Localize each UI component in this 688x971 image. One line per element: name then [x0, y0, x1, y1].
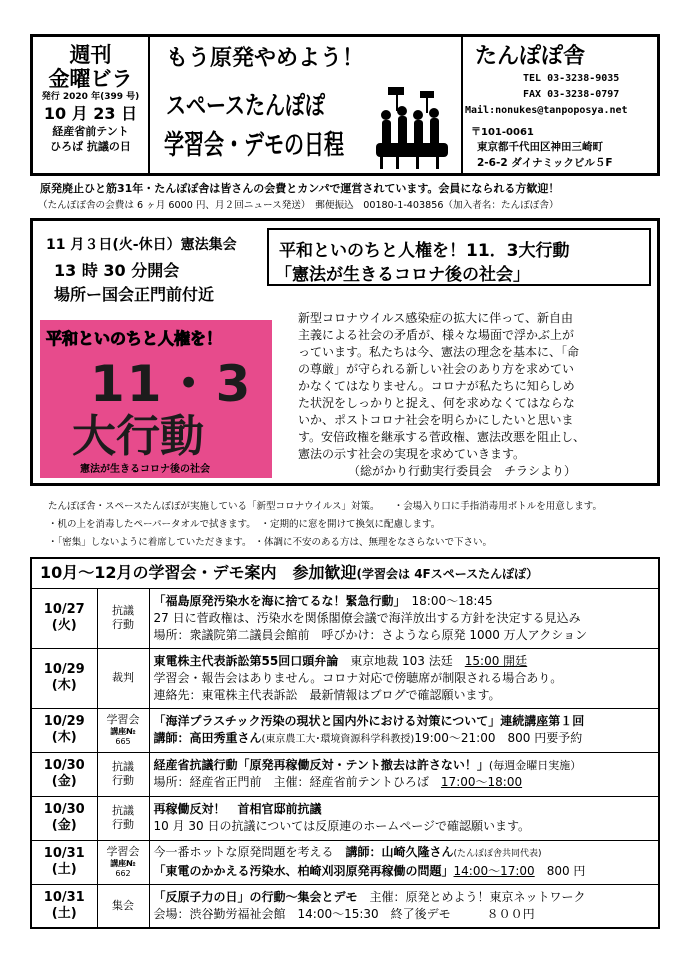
row-type [97, 796, 149, 840]
type-text: 抗議 [112, 604, 134, 617]
event-place: 場所：経産省正門前 主催：経産省前テントひろば [153, 775, 429, 789]
desc-line: かなくてはなりません。コロナが私たちに知らしめ [298, 379, 575, 393]
schedule-heading-row [31, 558, 659, 588]
mail[interactable]: Mail:nonukes@tanpoposya.net [465, 105, 628, 116]
postal-code: 〒101-0061 [471, 127, 534, 138]
event-title: 今一番ホットな原発問題を考える [153, 845, 346, 859]
masthead-title-block [150, 37, 463, 173]
table-row [31, 840, 659, 884]
course-number: 662 [115, 869, 131, 878]
rally-poster [40, 320, 272, 478]
table-row [31, 752, 659, 796]
rally-description [298, 310, 658, 480]
day-text: (金) [51, 818, 77, 833]
issue-number: 発行 2020 年(399 号) [41, 92, 140, 102]
event-contact: 連絡先：東電株主代表訴訟 最新情報はブログで確認願います。 [153, 687, 501, 702]
row-date [31, 796, 97, 840]
course-label: 講座№ [110, 727, 136, 736]
desc-line: た状況をしっかりと捉え、何を求めなくてはならな [298, 396, 575, 410]
event-frequency: (毎週金曜日実施） [488, 759, 582, 772]
event-place: 場所：衆議院第二議員会館前 呼びかけ：さようなら原発 1000 万人アクション [153, 627, 588, 642]
demonstrators-illustration-icon [366, 85, 458, 171]
poster-bottom-text: 憲法が生きるコロナ後の社会 [80, 464, 210, 475]
event-time: 17:00～18:00 [440, 775, 523, 789]
desc-line: いか、ポストコロナ社会を明らかにしたいと思いま [298, 413, 574, 427]
course-label: 講座№ [110, 859, 136, 868]
lecturer: 講師：山崎久隆さん [345, 845, 454, 859]
row-type [97, 648, 149, 708]
type-text: 抗議 [112, 760, 134, 773]
day-text: (木) [51, 730, 77, 745]
row-type [97, 708, 149, 752]
type-text-2: 行動 [112, 818, 134, 831]
course-number: 665 [115, 737, 131, 746]
date-text: 10/29 [43, 714, 85, 729]
type-text: 学習会 [106, 845, 140, 858]
fax: FAX 03-3238-0797 [523, 89, 620, 100]
event-time: 14:00～17:00 [453, 864, 535, 878]
day-text: (土) [51, 862, 77, 877]
schedule-title: 学習会・デモの日程 [164, 128, 344, 161]
date-text: 10/31 [43, 889, 85, 905]
lecture-topic: 「東電のかかえる汚染水、柏崎刈羽原発再稼働の問題」 [153, 864, 454, 878]
row-detail [149, 752, 659, 796]
covid-line-1: たんぽぽ舎・スペースたんぽぽが実施している「新型コロナウイルス」対策。 ・会場入り口に手指消毒用ボトルを用意します。 [48, 501, 602, 512]
row-date [31, 588, 97, 648]
table-row [31, 796, 659, 840]
row-detail [149, 708, 659, 752]
space-name: スペースたんぽぽ [166, 90, 325, 120]
event-title: 東電株主代表訴訟第55回口頭弁論 [153, 653, 339, 668]
desc-credit: （総がかり行動実行委員会 チラシより） [348, 464, 577, 478]
row-date [31, 752, 97, 796]
table-row [31, 884, 659, 928]
schedule-heading-note: (学習会は 4Fスペースたんぽぽ） [356, 566, 539, 581]
type-text-2: 行動 [112, 618, 134, 631]
type-text: 裁判 [112, 671, 134, 684]
rally-time: 13 時 30 分開会 [54, 261, 180, 280]
address-2: 2-6-2 ダイナミックビル５F [477, 157, 613, 169]
membership-line-1: 原発廃止ひと筋31年・たんぽぽ舎は皆さんの会費とカンパで運営されています。会員になられる方歓迎！ [40, 182, 560, 195]
desc-line: す。安倍政権を継承する菅政権、憲法改悪を阻止し、 [298, 430, 586, 444]
desc-line: の尊厳」が守られる新しい社会のあり方を求めてい [298, 362, 575, 376]
type-text-2: 行動 [112, 774, 134, 787]
event-venue: 東京地裁 103 法廷 [350, 653, 453, 668]
event-time: 19:00～21:00 800 円要予約 [414, 730, 583, 745]
row-detail [149, 648, 659, 708]
event-place: 会場：渋谷勤労福祉会館 14:00～15:30 終了後デモ ８００円 [153, 906, 535, 921]
poster-main-1: 11・3 [90, 355, 253, 413]
date-text: 10/27 [43, 602, 85, 617]
event-title: 経産省抗議行動「原発再稼働反対・テント撤去は許さない！」 [153, 758, 489, 772]
day-text: (土) [51, 905, 77, 921]
weekly-label: 週刊 [69, 43, 112, 67]
rally-date: 11 月３日(火-休日）憲法集会 [46, 237, 237, 253]
poster-top-text: 平和といのちと人権を！ [46, 329, 223, 348]
desc-line: 憲法の示す社会の実現を求めていきます。 [298, 447, 526, 461]
type-text: 学習会 [106, 713, 140, 726]
event-title: 「福島原発汚染水を海に捨てるな！緊急行動」 [153, 593, 400, 608]
row-date [31, 884, 97, 928]
table-row [31, 648, 659, 708]
row-detail [149, 796, 659, 840]
lecturer-affiliation: (東京農工大･環境資源科学科教授) [261, 733, 415, 745]
masthead-contact-block [463, 37, 657, 173]
covid-line-3: ・「密集」しないように着席していただきます。 ・体調に不安のある方は、無理をなさらないで下さい。 [48, 537, 493, 548]
rally-place: 場所ー国会正門前付近 [54, 285, 215, 304]
event-title: 「海洋プラスチック汚染の現状と国内外における対策について」連続講座第１回 [153, 713, 585, 728]
poster-main-2: 大行動 [72, 411, 204, 462]
address-1: 東京都千代田区神田三崎町 [477, 141, 603, 153]
desc-line: 新型コロナウイルス感染症の拡大に伴って、新自由 [298, 311, 574, 325]
type-text: 集会 [112, 898, 134, 912]
membership-line-2: （たんぽぽ舎の会費は 6 ヶ月 6000 円、月２回ニュース発送） 郵便振込 00180-1-403856（加入者名：たんぽぽ舎） [38, 200, 559, 211]
table-row [31, 588, 659, 648]
day-text: (木) [51, 678, 77, 693]
desc-line: っています。私たちは今、憲法の理念を基本に、「命 [298, 345, 580, 359]
desc-line: 主義による社会の矛盾が、様々な場面で浮かぶ上が [298, 328, 575, 342]
masthead-issue-block [33, 37, 150, 173]
event-organizer: 主催：原発とめよう！東京ネットワーク [369, 889, 586, 904]
lecturer: 講師：高田秀重さん [153, 730, 262, 745]
masthead [30, 34, 660, 176]
row-type [97, 884, 149, 928]
event-fee: 800 円 [534, 864, 586, 878]
rally-title-1: 平和といのちと人権を！11．3大行動 [279, 241, 570, 261]
friday-flyer-label: 金曜ビラ [48, 67, 133, 91]
table-row [31, 708, 659, 752]
event-note: 学習会・報告会はありません。コロナ対応で傍聴席が制限される場合あり。 [153, 670, 563, 685]
date-text: 10/31 [43, 846, 85, 861]
event-title: 「反原子力の日」の行動～集会とデモ [153, 889, 358, 904]
date-text: 10/30 [43, 802, 85, 817]
type-text: 抗議 [112, 804, 134, 817]
tel: TEL 03-3238-9035 [523, 73, 620, 84]
event-title: 再稼働反対！ 首相官邸前抗議 [153, 802, 322, 816]
row-type [97, 588, 149, 648]
day-text: (金) [51, 774, 77, 789]
schedule-table [30, 557, 660, 929]
tent-label-1: 経産省前テント [52, 125, 129, 138]
event-time: 15:00 開廷 [464, 653, 528, 668]
rally-title-2: 「憲法が生きるコロナ後の社会」 [275, 265, 530, 285]
row-detail [149, 884, 659, 928]
event-time: 18:00～18:45 [411, 593, 493, 608]
row-type [97, 840, 149, 884]
issue-date: 10 月 23 日 [43, 104, 138, 123]
event-note: 10 月 30 日の抗議については反原連のホームページで確認願います。 [153, 819, 531, 833]
day-text: (火) [51, 618, 77, 633]
tent-label-2: ひろば 抗議の日 [50, 140, 131, 153]
org-name: たんぽぽ舎 [475, 44, 586, 69]
rally-title-box [267, 228, 651, 286]
date-text: 10/30 [43, 758, 85, 773]
row-detail [149, 840, 659, 884]
row-date [31, 648, 97, 708]
lecturer-affiliation: (たんぽぽ舎共同代表) [453, 849, 542, 859]
covid-line-2: ・机の上を消毒したペーパータオルで拭きます。 ・定期的に窓を開けて換気に配慮します。 [48, 519, 441, 530]
slogan: もう原発やめよう！ [166, 46, 365, 71]
event-note: 27 日に菅政権は、汚染水を関係閣僚会議で海洋放出する方針を決定する見込み [153, 610, 581, 625]
row-date [31, 840, 97, 884]
row-type [97, 752, 149, 796]
row-date [31, 708, 97, 752]
row-detail [149, 588, 659, 648]
date-text: 10/29 [43, 662, 85, 677]
schedule-heading: 10月～12月の学習会・デモ案内 参加歓迎 [40, 562, 357, 582]
